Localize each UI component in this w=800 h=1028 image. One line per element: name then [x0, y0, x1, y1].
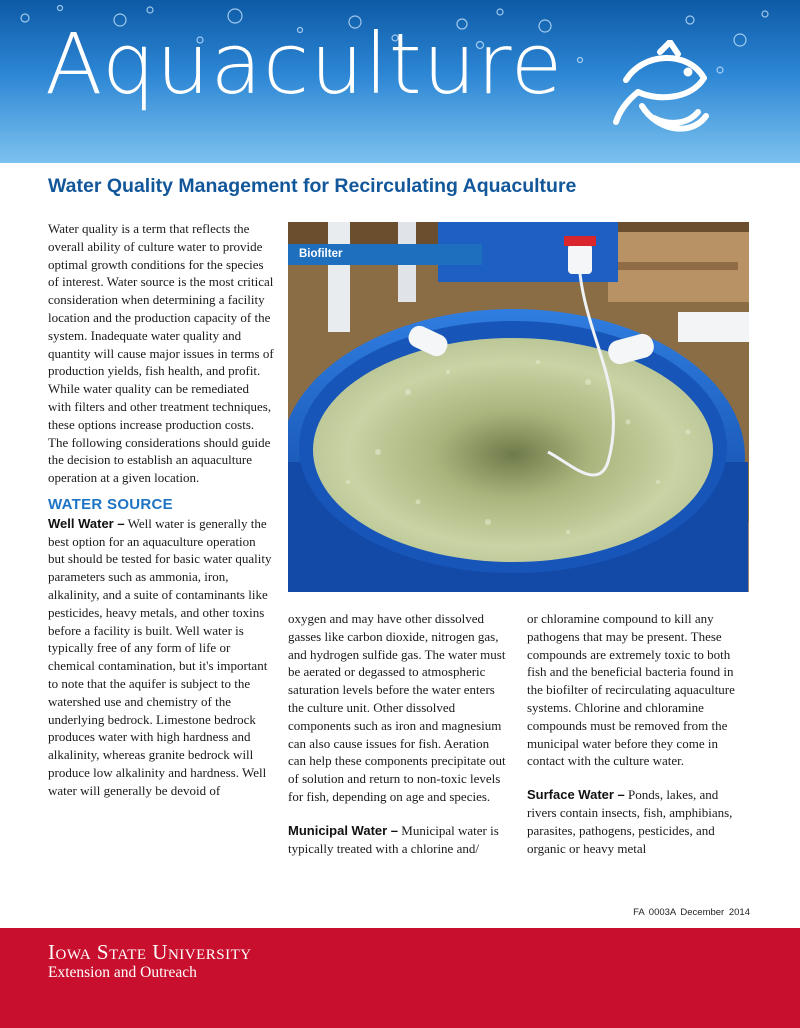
column-2: [288, 610, 510, 857]
publication-date: December 2014: [680, 907, 750, 918]
biofilter-photo: [288, 222, 749, 592]
well-water-paragraph: [48, 515, 275, 800]
column-1: [48, 220, 275, 800]
university-unit: Extension and Outreach: [48, 964, 197, 981]
photo-label: Biofilter: [288, 244, 482, 265]
banner-title: Aquaculture: [45, 15, 564, 113]
section-heading-water-source: WATER SOURCE: [48, 495, 173, 513]
publication-code: FA 0003A: [633, 907, 676, 918]
biofilter-image: [288, 222, 749, 592]
municipal-water-paragraph: [288, 822, 510, 858]
document-title: Water Quality Management for Recirculating Aquaculture: [48, 175, 577, 197]
municipal-water-label: Municipal Water –: [288, 822, 399, 838]
column-3: [527, 610, 749, 857]
well-water-label: Well Water –: [48, 515, 125, 531]
publication-info: [633, 907, 750, 918]
university-name: Iowa State University: [48, 940, 252, 964]
fish-icon: [608, 40, 718, 150]
surface-water-text: Ponds, lakes, and rivers contain insects, fish, amphibians, parasites, pathogens, pesticides, and organic or heavy metal: [527, 787, 733, 856]
header-banner: [0, 0, 800, 163]
col2-paragraph: oxygen and may have other dissolved gasses like carbon dioxide, nitrogen gas, and hydrogen sulfide gas. The water must be aerated or degassed to atmospheric saturation levels before the water enters the culture unit. Other dissolved components such as iron and magnesium can also cause issues for fish. Aeration can help these components precipitate out of solution and return to non-toxic levels for fish, depending on age and species.: [288, 611, 506, 804]
intro-paragraph: Water quality is a term that reflects the overall ability of culture water to provide optimal growth conditions for the species of interest. Water source is the most critical consideration when determining a facility location and the production capacity of the system. Inadequate water quality and quantity will cause major issues in terms of production yields, fish health, and profit. While water quality can be remediated with filters and other treatment techniques, these options increase production costs. The following considerations should guide the decision to establish an aquaculture operation at a given location.: [48, 221, 274, 486]
surface-water-paragraph: [527, 786, 749, 857]
col3-paragraph: or chloramine compound to kill any pathogens that may be present. These compounds are extremely toxic to both fish and the beneficial bacteria found in the biofilter of recirculating aquaculture systems. Chlorine and chloramine compounds must be removed from the municipal water before they come in contact with the culture water.: [527, 611, 735, 769]
municipal-water-text: Municipal water is typically treated with a chlorine and/: [288, 822, 499, 856]
surface-water-label: Surface Water –: [527, 787, 625, 803]
well-water-text: Well water is generally the best option for an aquaculture operation but should be tested for basic water quality parameters such as ammonia, iron, alkalinity, and a suite of contaminants like pesticides, heavy metals, and other toxins before a facility is built. Well water is typically free of any form of life or chemical contamination, but it's important to note that the aquifer is subject to the watershed use and chemistry of the underlying bedrock. Limestone bedrock produces water with high hardness and alkalinity, whereas granite bedrock will produce low alkalinity and hardness. Well water will generally be devoid of: [48, 515, 272, 798]
